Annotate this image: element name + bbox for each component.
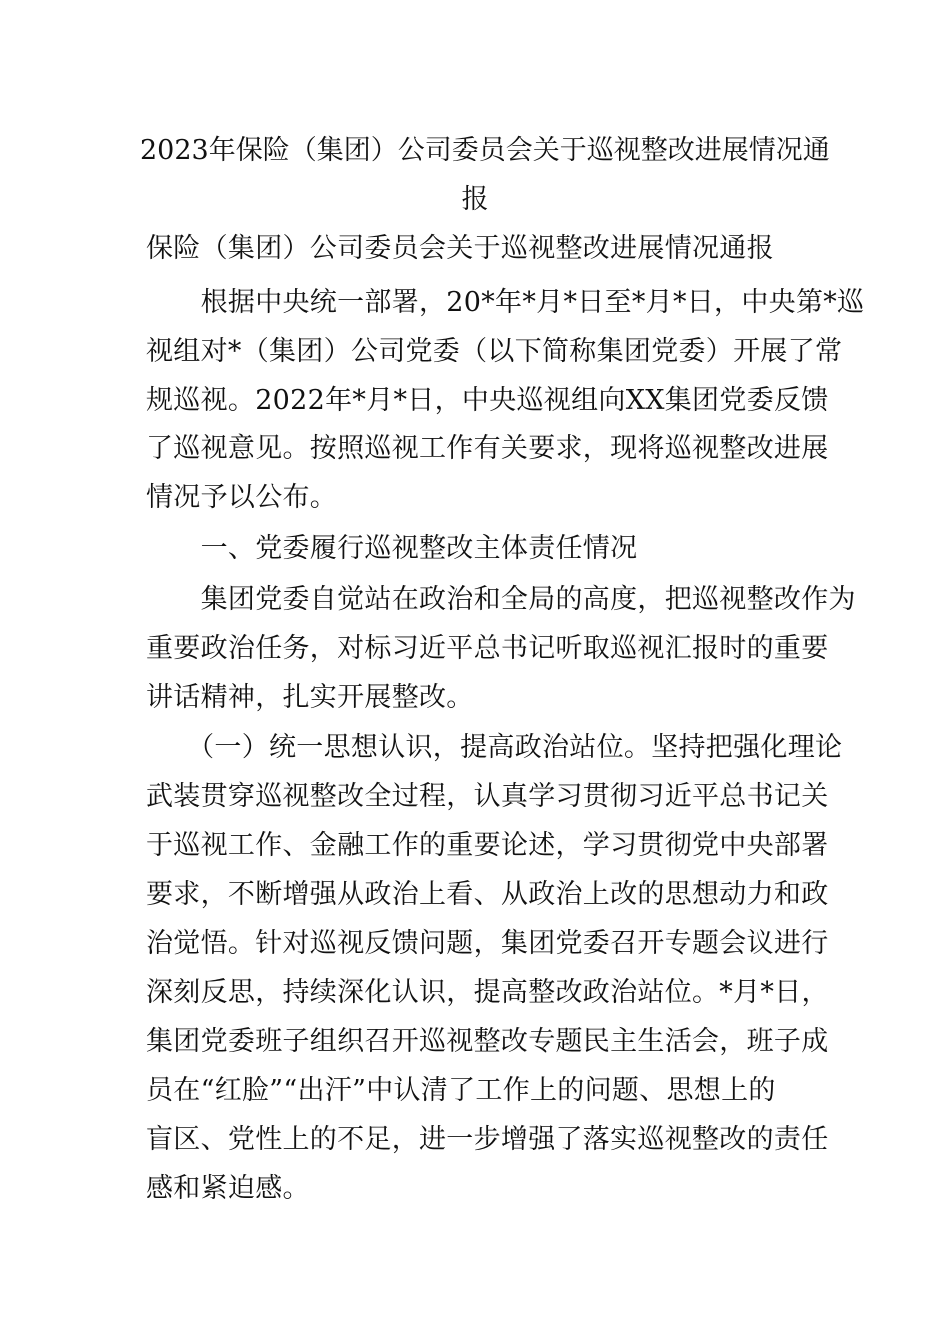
paragraph-line: 于巡视工作、金融工作的重要论述，学习贯彻党中央部署 <box>146 830 829 861</box>
section-heading: 一、党委履行巡视整改主体责任情况 <box>146 533 638 564</box>
paragraph-line: 感和紧迫感。 <box>146 1173 310 1204</box>
paragraph-line: 深刻反思，持续深化认识，提高整改政治站位。*月*日， <box>146 977 829 1008</box>
paragraph-line: 集团党委自觉站在政治和全局的高度，把巡视整改作为 <box>146 584 856 615</box>
paragraph-line: 了巡视意见。按照巡视工作有关要求，现将巡视整改进展 <box>146 433 829 464</box>
paragraph-line: 员在“红脸”“出汗”中认清了工作上的问题、思想上的 <box>146 1075 776 1106</box>
paragraph-line: 治觉悟。针对巡视反馈问题，集团党委召开专题会议进行 <box>146 928 829 959</box>
document-title-line-2: 报 <box>461 184 489 215</box>
paragraph-line: 要求，不断增强从政治上看、从政治上改的思想动力和政 <box>146 879 829 910</box>
paragraph-line: 武装贯穿巡视整改全过程，认真学习贯彻习近平总书记关 <box>146 781 829 812</box>
paragraph-line: 重要政治任务，对标习近平总书记听取巡视汇报时的重要 <box>146 633 829 664</box>
document-title-line-1: 2023年保险（集团）公司委员会关于巡视整改进展情况通 <box>140 135 830 166</box>
paragraph-line: 情况予以公布。 <box>146 482 338 513</box>
paragraph-line: 讲话精神，扎实开展整改。 <box>146 682 474 713</box>
paragraph-line: 集团党委班子组织召开巡视整改专题民主生活会，班子成 <box>146 1026 829 1057</box>
paragraph-line: 盲区、党性上的不足，进一步增强了落实巡视整改的责任 <box>146 1124 829 1155</box>
paragraph-line: 根据中央统一部署，20*年*月*日至*月*日，中央第*巡 <box>146 287 865 318</box>
paragraph-line: 规巡视。2022年*月*日，中央巡视组向XX集团党委反馈 <box>146 385 829 416</box>
paragraph-line: 视组对*（集团）公司党委（以下简称集团党委）开展了常 <box>146 336 843 367</box>
document-subtitle: 保险（集团）公司委员会关于巡视整改进展情况通报 <box>146 233 774 264</box>
paragraph-line: （一）统一思想认识，提高政治站位。坚持把强化理论 <box>146 732 843 763</box>
